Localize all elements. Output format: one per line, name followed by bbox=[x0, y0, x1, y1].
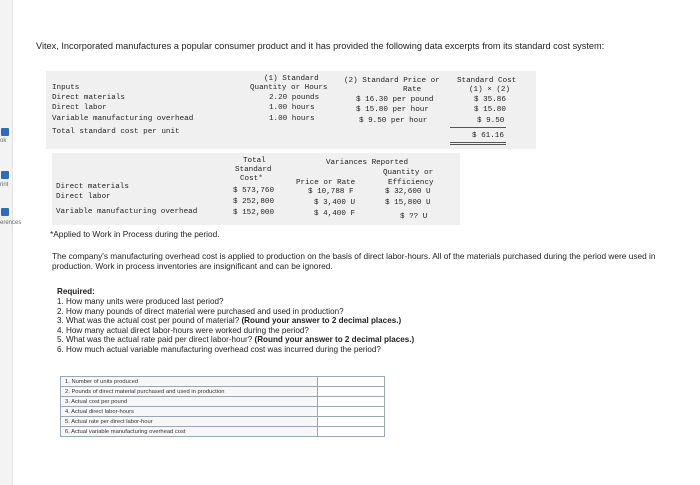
required-heading: Required: bbox=[57, 287, 95, 296]
print-icon bbox=[1, 171, 9, 179]
answer-label: 2. Pounds of direct material purchased and used in production bbox=[61, 387, 318, 397]
header-standard-qty-1: (1) Standard bbox=[264, 75, 319, 83]
references-icon bbox=[1, 208, 9, 216]
table-row bbox=[61, 427, 385, 437]
header-standard-price-2: Rate bbox=[403, 86, 422, 94]
header-inputs: Inputs bbox=[52, 84, 80, 92]
answer-label: 3. Actual cost per pound bbox=[61, 397, 318, 407]
table-row bbox=[61, 407, 385, 417]
answer-input-pounds-material[interactable] bbox=[318, 387, 385, 397]
answer-input-labor-rate[interactable] bbox=[318, 417, 385, 427]
header-variances-reported: Variances Reported bbox=[326, 159, 409, 167]
book-icon bbox=[1, 128, 9, 136]
answer-table bbox=[60, 376, 385, 437]
subtotal-rule bbox=[450, 127, 506, 128]
standard-cost-table: Inputs (1) Standard Quantity or Hours (2) Standard Price or Rate Standard Cost (1) × (2) Direct materials 2.20 pounds $ 16.30 per pound $ 35.86 Direct labor 1.00 hours $ 15.80 per hour $ 15.80 Variable manufacturing overhead 1.00 hours $ 9.50 per hour $ 9.50 Total standard cost per unit $ 61.16 bbox=[46, 71, 536, 149]
header-standard-qty-2: Quantity or Hours bbox=[250, 84, 328, 92]
header-standard-cost-2: (1) × (2) bbox=[469, 86, 511, 94]
sidebar-item-print[interactable]: rint bbox=[0, 182, 12, 188]
list-item: 1. How many units were produced last period? bbox=[57, 297, 224, 306]
answer-label: 6. Actual variable manufacturing overhead cost bbox=[61, 427, 318, 437]
answer-input-variable-overhead[interactable] bbox=[318, 427, 385, 437]
left-sidebar bbox=[0, 0, 22, 485]
header-standard-cost-1: Standard Cost bbox=[457, 77, 517, 85]
list-item: 6. How much actual variable manufacturing overhead cost was incurred during the period? bbox=[57, 345, 381, 354]
list-item: 4. How many actual direct labor-hours were worked during the period? bbox=[57, 325, 309, 335]
total-double-rule bbox=[450, 142, 506, 145]
total-standard-cost-label: Total standard cost per unit bbox=[52, 128, 180, 136]
footnote: *Applied to Work in Process during the period. bbox=[50, 229, 220, 239]
sidebar-item-references[interactable]: erences bbox=[0, 220, 12, 226]
answer-input-units-produced[interactable] bbox=[318, 377, 385, 387]
answer-label: 5. Actual rate per direct labor-hour bbox=[61, 417, 318, 427]
answer-input-labor-hours[interactable] bbox=[318, 407, 385, 417]
question-intro: Vitex, Incorporated manufactures a popular consumer product and it has provided the following data excerpts from its standard cost system: bbox=[36, 41, 605, 51]
table-row bbox=[61, 397, 385, 407]
header-standard-price-1: (2) Standard Price or bbox=[344, 77, 440, 85]
paragraph: The company's manufacturing overhead cost is applied to production on the basis of direct labor-hours. All of the materials purchased during the period were used in production. Work in process inventories are insignificant and can be ignored. bbox=[52, 251, 656, 271]
answer-input-cost-per-pound[interactable] bbox=[318, 397, 385, 407]
list-item: 5. What was the actual rate paid per direct labor-hour? (Round your answer to 2 decimal places.) bbox=[57, 335, 415, 345]
answer-label: 1. Number of units produced bbox=[61, 377, 318, 387]
list-item: 3. What was the actual cost per pound of material? (Round your answer to 2 decimal places.) bbox=[57, 316, 402, 326]
table-row bbox=[61, 387, 385, 397]
list-item: 2. How many pounds of direct material were purchased and used in production? bbox=[57, 306, 344, 316]
table-row bbox=[61, 377, 385, 387]
answer-label: 4. Actual direct labor-hours bbox=[61, 407, 318, 417]
total-standard-cost-value: $ 61.16 bbox=[472, 132, 504, 140]
sidebar-item-book[interactable]: ok bbox=[0, 138, 12, 144]
variance-table: Total Standard Cost* Variances Reported Quantity or Price or Rate Efficiency Direct materials $ 573,760 $ 10,788 F $ 32,600 U Direct labor $ 252,800 $ 3,400 U $ 15,800 U Variable manufacturing overhead $ 152,000 $ 4,400 F $ ?? U bbox=[52, 153, 460, 225]
table-row bbox=[61, 417, 385, 427]
